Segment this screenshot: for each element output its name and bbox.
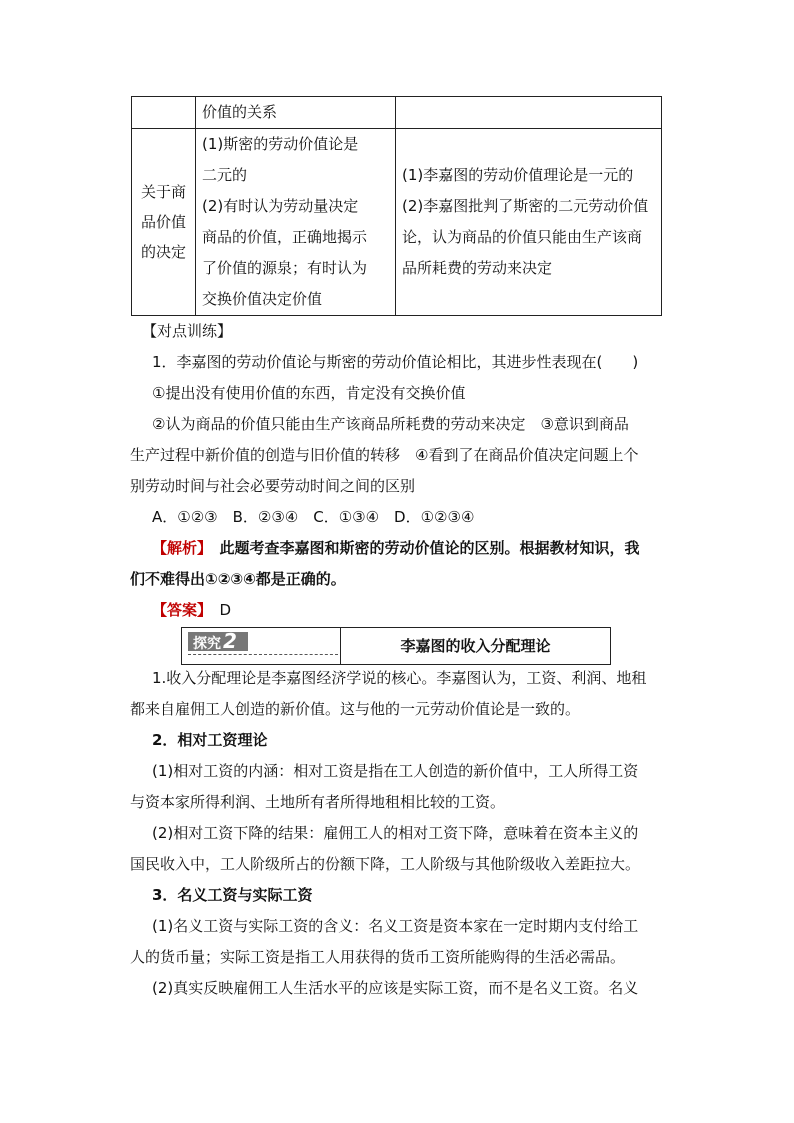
explore-badge-number: 2: [223, 629, 237, 653]
table-cell: [396, 97, 662, 129]
explore-title: 李嘉图的收入分配理论: [400, 637, 551, 655]
cell-line: 交换价值决定价值: [202, 290, 323, 308]
explore-badge: [188, 629, 248, 653]
section-heading: 2．相对工资理论: [152, 731, 268, 749]
analysis-line-2: 们不难得出①②③④都是正确的。: [130, 570, 346, 588]
explore-divider: [188, 654, 338, 655]
analysis-label: 【解析】: [152, 539, 205, 557]
paragraph-line: (2)相对工资下降的结果：雇佣工人的相对工资下降，意味着在资本主义的: [152, 824, 639, 842]
paragraph-line: (2)真实反映雇佣工人生活水平的应该是实际工资，而不是名义工资。名义: [152, 979, 639, 997]
cell-line: 的决定: [140, 243, 186, 261]
content-section: [130, 663, 675, 1004]
answer-line: [130, 595, 675, 626]
paragraph-line: 1.收入分配理论是李嘉图经济学说的核心。李嘉图认为，工资、利润、地租: [152, 669, 647, 687]
explore-badge-cell: [182, 628, 341, 664]
cell-line: 商品的价值，正确地揭示: [202, 228, 368, 246]
comparison-table: [131, 96, 662, 316]
paragraph-line: (1)相对工资的内涵：相对工资是指在工人创造的新价值中，工人所得工资: [152, 762, 639, 780]
table-row: [132, 129, 662, 316]
cell-line: (2)李嘉图批判了斯密的二元劳动价值: [402, 197, 649, 215]
analysis-line: [130, 533, 675, 564]
paragraph-line: 国民收入中，工人阶级所占的份额下降，工人阶级与其他阶级收入差距拉大。: [130, 855, 641, 873]
training-heading: 【对点训练】: [142, 322, 233, 340]
cell-line: 二元的: [202, 166, 248, 184]
table-cell-ricardo: [396, 129, 662, 316]
cell-line: (2)有时认为劳动量决定: [202, 197, 359, 215]
cell-line: 品价值: [140, 213, 186, 231]
option-2-line: ②认为商品的价值只能由生产该商品所耗费的劳动来决定 ③意识到商品: [152, 415, 629, 433]
option-2-line: 别劳动时间与社会必要劳动时间之间的区别: [130, 477, 416, 495]
analysis-text: 此题考查李嘉图和斯密的劳动价值论的区别。根据教材知识，我: [204, 539, 640, 557]
section-heading: 3．名义工资与实际工资: [152, 886, 313, 904]
explore-header: [181, 627, 611, 665]
table-cell-smith: [196, 129, 396, 316]
paragraph-line: 都来自雇佣工人创造的新价值。这与他的一元劳动价值论是一致的。: [130, 700, 581, 718]
cell-line: 关于商: [140, 183, 186, 201]
paragraph-line: 人的货币量；实际工资是指工人用获得的货币工资所能购得的生活必需品。: [130, 948, 626, 966]
answer-value: D: [204, 601, 232, 619]
table-cell: [132, 97, 196, 129]
training-section: [130, 316, 675, 626]
option-2-line: 生产过程中新价值的创造与旧价值的转移 ④看到了在商品价值决定问题上个: [130, 446, 639, 464]
explore-badge-label: 探究: [193, 636, 221, 652]
cell-line: (1)斯密的劳动价值论是: [202, 135, 359, 153]
paragraph-line: 与资本家所得利润、土地所有者所得地租相比较的工资。: [130, 793, 506, 811]
option-1: ①提出没有使用价值的东西，肯定没有交换价值: [152, 384, 466, 402]
cell-line: (1)李嘉图的劳动价值理论是一元的: [402, 166, 634, 184]
answer-choices: A．①②③ B．②③④ C．①③④ D．①②③④: [152, 508, 475, 526]
table-cell-topic: [132, 129, 196, 316]
table-row: [132, 97, 662, 129]
cell-line: 了价值的源泉；有时认为: [202, 259, 368, 277]
answer-label: 【答案】: [152, 601, 205, 619]
table-cell: 价值的关系: [196, 97, 396, 129]
cell-line: 论，认为商品的价值只能由生产该商: [402, 228, 643, 246]
cell-line: 品所耗费的劳动来决定: [402, 259, 553, 277]
paragraph-line: (1)名义工资与实际工资的含义：名义工资是资本家在一定时期内支付给工: [152, 917, 639, 935]
question-text: 1．李嘉图的劳动价值论与斯密的劳动价值论相比，其进步性表现在( ): [152, 353, 639, 371]
